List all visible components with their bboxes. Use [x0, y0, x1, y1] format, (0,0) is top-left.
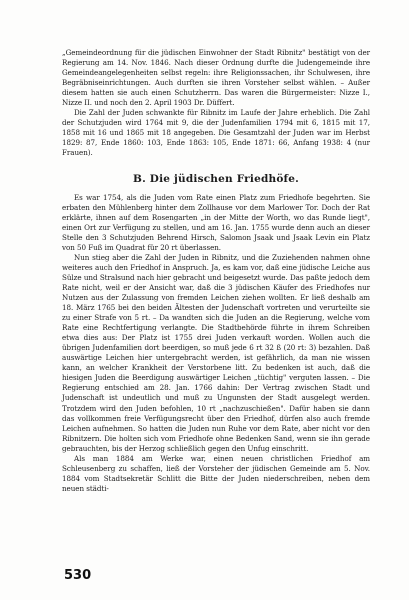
paragraph-1: Es war 1754, als die Juden vom Rate einen Platz zum Friedhofe begehrten. Sie erbaten den Mühlenberg hinter dem Zollhause vor dem Marlower Tor. Doch der Rat erklärte, ihnen auf dem Rosengarten „in der Mitte der Worth, wo das Runde liegt", einen Ort zur Verfügung zu stellen, und am 16. Jan. 1755 wurde denn auch an dieser Stelle den 3 Schutzjuden Behrend Hirsch, Salomon Jsaak und Jsaak Levin ein Platz von 50 Fuß im Quadrat für 20 rt überlassen. — [62, 192, 370, 252]
page-number: 530 — [64, 568, 92, 583]
section-heading: B. Die jüdischen Friedhöfe. — [133, 172, 299, 185]
section-spacer — [62, 159, 370, 173]
heading-spacer — [62, 185, 370, 193]
page-footer — [64, 564, 91, 583]
page-body — [62, 48, 370, 494]
paragraph-2: Nun stieg aber die Zahl der Juden in Ribnitz, und die Zuziehenden nahmen ohne weiteres auch den Friedhof in Anspruch. Ja, es kam vor, daß eine jüdische Leiche aus Sülze und Stralsund nach hier gebracht und beigesetzt wurde. Das paßte jedoch dem Rate nicht, weil er der Ansicht war, daß die 3 jüdischen Käufer des Friedhofes nur Nutzen aus der Zulassung von fremden Leichen ziehen wollten. Er ließ deshalb am 18. März 1765 bei den beiden Ältesten der Judenschaft vortreten und verurteilte sie zu einer Strafe von 5 rt. – Da wandten sich die Juden an die Regierung, welche vom Rate eine Rechtfertigung verlangte. Die Stadtbehörde führte in ihrem Schreiben etwa dies aus: Der Platz ist 1755 drei Juden verkauft worden. Wollen auch die übrigen Judenfamilien dort beerdigen, so muß jede 6 rt 32 ß (20 rt: 3) bezahlen. Daß auswärtige Leichen hier untergebracht werden, ist gefährlich, da man nie wissen kann, an welcher Krankheit der Verstorbene litt. Zu bedenken ist auch, daß die hiesigen Juden die Beerdigung auswärtiger Leichen „tüchtig" verguten lassen. – Die Regierung entschied am 28. Jan. 1766 dahin: Der Vertrag zwischen Stadt und Judenschaft ist undeutlich und muß zu Ungunsten der Stadt ausgelegt werden. Trotzdem wird den Juden befohlen, 10 rt „nachzuschießen". Dafür haben sie dann das vollkommen freie Verfügungsrecht über den Friedhof, dürfen also auch fremde Leichen aufnehmen. So hatten die Juden nun Ruhe vor dem Rate, aber nicht vor den Ribnitzern. Die holten sich vom Friedhofe ohne Bedenken Sand, wenn sie ihn gerade gebrauchten, bis der Herzog schließlich gegen den Unfug einschritt. — [62, 252, 370, 453]
top-paragraph: „Gemeindeordnung für die jüdischen Einwohner der Stadt Ribnitz" bestätigt von der Regierung am 14. Nov. 1846. Nach dieser Ordnung durfte die Judengemeinde ihre Gemeindeangelegenheiten selbst regeln: ihre Religionssachen, ihr Schulwesen, ihre Begräbniseinrichtungen. Auch durften sie ihren Vorsteher selbst wählen. – Außer diesem hatten sie auch einen Schutzherrn. Das waren die Bürgermeister: Nizze I., Nizze II. und noch den 2. April 1903 Dr. Düffert. — [62, 48, 370, 108]
stats-paragraph: Die Zahl der Juden schwankte für Ribnitz im Laufe der Jahre erheblich. Die Zahl der Schutzjuden wird 1764 mit 9, die der Judenfamilien 1794 mit 6, 1815 mit 17, 1858 mit 16 und 1865 mit 18 angegeben. Die Gesamtzahl der Juden war im Herbst 1829: 87, Ende 1860: 103, Ende 1863: 105, Ende 1871: 66, Anfang 1938: 4 (nur Frauen). — [62, 108, 370, 158]
paragraph-3: Als man 1884 am Werke war, einen neuen christlichen Friedhof am Schleusenberg zu schaffen, ließ der Vorsteher der jüdischen Gemeinde am 5. Nov. 1884 vom Stadtsekretär Schlitt die Bitte der Juden niederschreiben, neben dem neuen städti- — [62, 453, 370, 493]
